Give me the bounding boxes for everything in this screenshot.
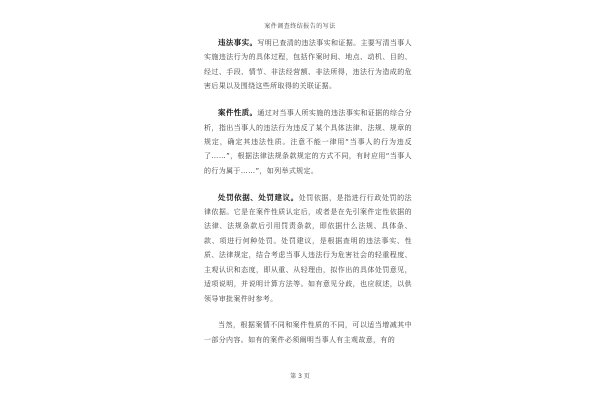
- paragraph-lead: 案件性质。: [218, 108, 258, 118]
- paragraph-lead: 违法事实。: [218, 38, 258, 47]
- paragraph-violation-facts: [204, 36, 412, 94]
- paragraph-text: 处罚依据，是指进行行政处罚的法律依据。它是在案件性质认定后，或者是在先引案件定性依据的法律、法规条款后引用罚责条款，即依据什么法规、具体条、款、项进行何种处罚。处罚建议，是根据查明的违法事实、性质、法律规定，结合考虑当事人违法行为危害社会的轻重程度、主观认识和态度，即从重、从轻理由，拟作出的具体处罚意见，适项说明，并说明计算方法等。如有意见分歧，也应叙述，以供领导审批案件时参考。: [204, 193, 412, 303]
- paragraph-note: [204, 318, 412, 347]
- paragraph-lead: 处罚依据、处罚建议。: [218, 192, 299, 202]
- paragraph-penalty-basis: [204, 191, 412, 306]
- paragraph-text: 写明已查清的违法事实和证据。主要写清当事人实施违法行为的具体过程，包括作案时间、地点、动机、目的、经过、手段、情节、非法经营额、非法所得，违法行为造成的危害后果以及围绕这些所取得的关联证据。: [204, 39, 412, 91]
- document-body: [204, 36, 412, 360]
- page-header: 案件调查终结报告的写法: [264, 23, 336, 30]
- paragraph-text: 当然，根据案情不同和案件性质的不同，可以适当增减其中一部分内容。如有的案件必须阐明当事人有主观故意，有的: [204, 321, 412, 344]
- page-number: 第 3 页: [290, 373, 310, 380]
- paragraph-case-nature: [204, 106, 412, 178]
- paragraph-text: 通过对当事人所实施的违法事实和证据的综合分析，指出当事人的违法行为违反了某个具体法律、法规、规章的规定，确定其违法性质。注意不能一律用“当事人的行为违反了……”，根据法律法规条款规定的方式不同，有时应用“当事人的行为属于……”，如列举式规定。: [204, 109, 412, 175]
